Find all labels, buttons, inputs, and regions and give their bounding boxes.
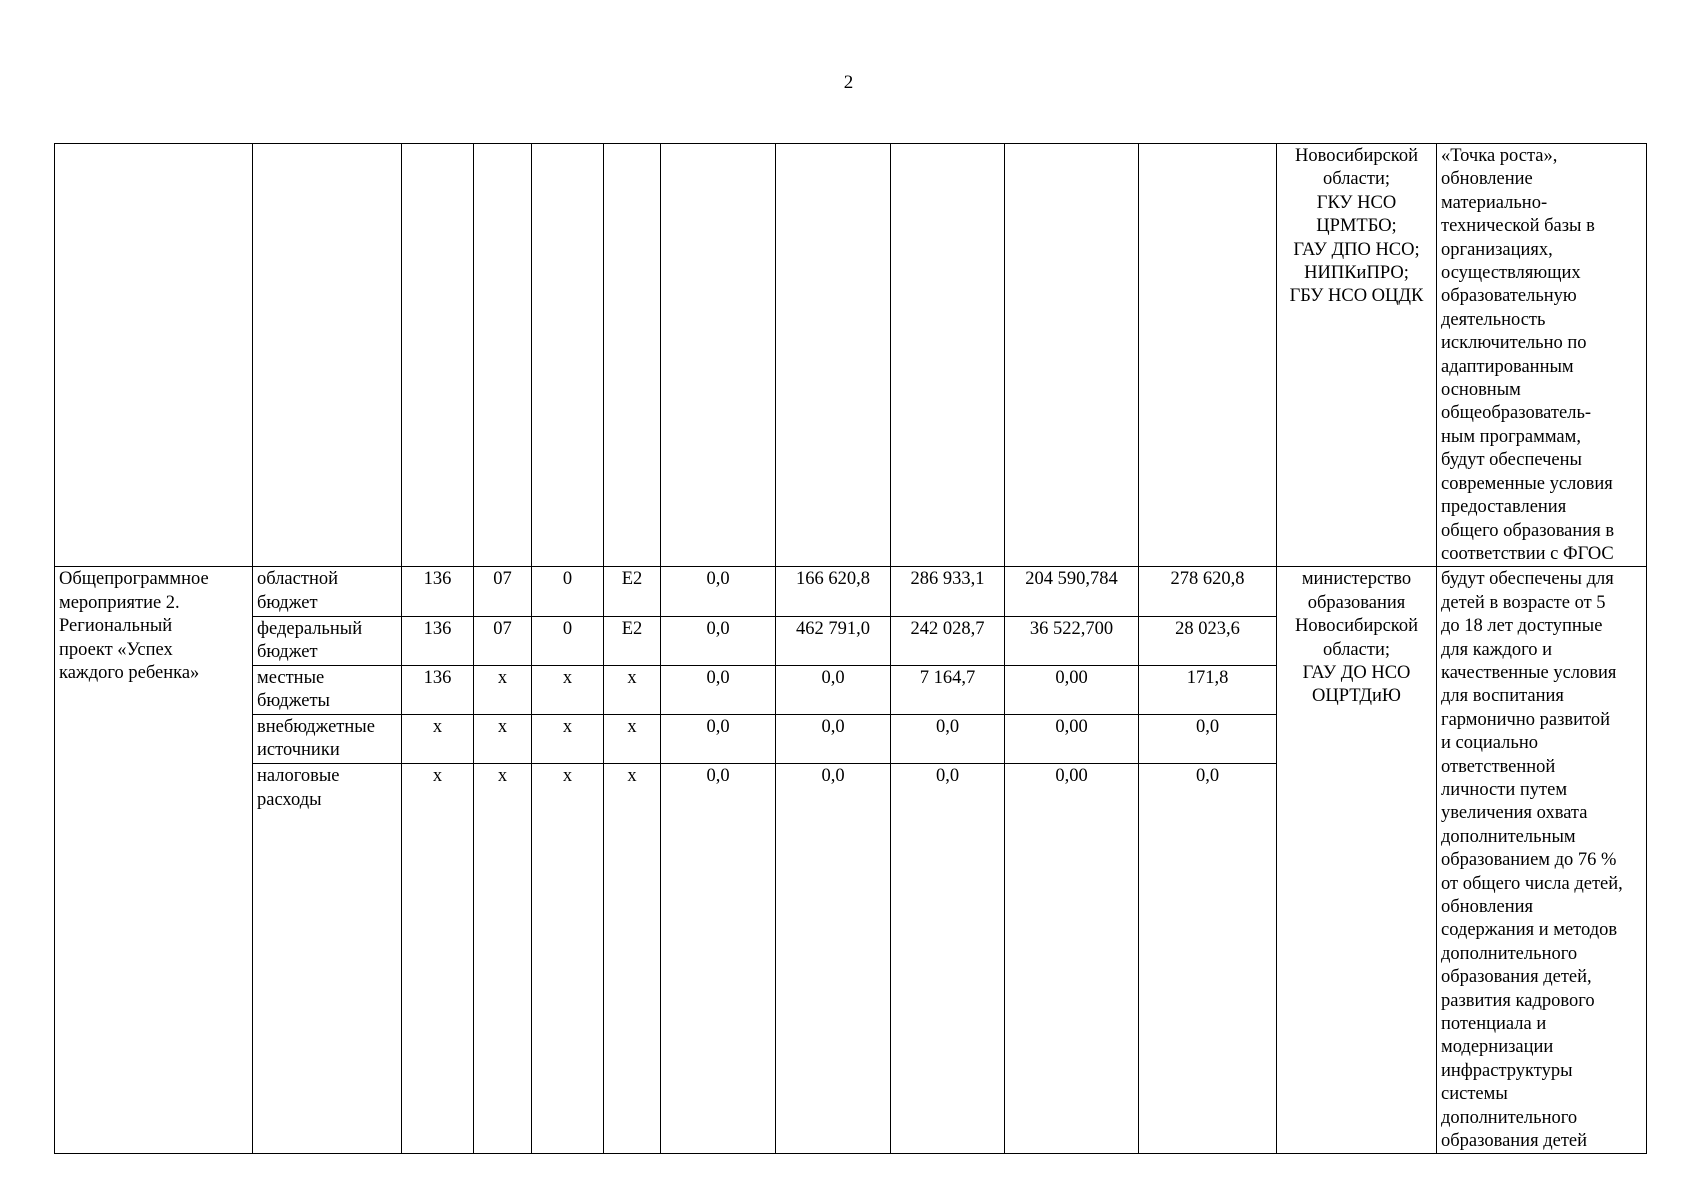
project-code-cell: x [604,715,661,764]
amount-cell: 462 791,0 [776,616,891,665]
amount-cell: 0,0 [776,665,891,714]
responsible-agencies-cell: министерство образования Новосибирской области; ГАУ ДО НСО ОЦРТДиЮ [1277,567,1437,1154]
empty-cell [402,144,474,567]
expected-result-cell: «Точка роста», обновление материально- технической базы в организациях, осуществляющих образовательную деятельность исключительно по адаптированным основным общеобразователь- ным программам, будут обеспечены современные условия предоставления общего образования в соответствии с ФГОС [1437,144,1647,567]
amount-cell: 0,00 [1005,715,1139,764]
grbs-code-cell: 136 [402,616,474,665]
project-code-cell: E2 [604,616,661,665]
table-row [55,567,1647,616]
funding-source-cell: внебюджетные источники [253,715,402,764]
continuation-row [55,144,1647,567]
expected-result-cell: будут обеспечены для детей в возрасте от 5 до 18 лет доступные для каждого и качественные условия для воспитания гармонично развитой и социально ответственной личности путем увеличения охвата дополнительным образованием до 76 % от общего числа детей, обновления содержания и методов дополнительного образования детей, развития кадрового потенциала и модернизации инфраструктуры системы дополнительного образования детей [1437,567,1647,1154]
funding-source-cell: налоговые расходы [253,764,402,1154]
amount-cell: 7 164,7 [891,665,1005,714]
amount-cell: 0,0 [661,715,776,764]
section-code-cell: x [474,715,532,764]
grbs-code-cell: 136 [402,567,474,616]
empty-cell [532,144,604,567]
amount-cell: 0,0 [661,616,776,665]
target-code-cell: x [532,715,604,764]
funding-source-cell: местные бюджеты [253,665,402,714]
project-code-cell: x [604,764,661,1154]
amount-cell: 0,00 [1005,665,1139,714]
amount-cell: 286 933,1 [891,567,1005,616]
section-code-cell: 07 [474,567,532,616]
amount-cell: 171,8 [1139,665,1277,714]
amount-cell: 242 028,7 [891,616,1005,665]
target-code-cell: 0 [532,616,604,665]
project-code-cell: E2 [604,567,661,616]
amount-cell: 0,00 [1005,764,1139,1154]
amount-cell: 0,0 [891,715,1005,764]
amount-cell: 0,0 [661,665,776,714]
responsible-agencies-cell: Новосибирской области; ГКУ НСО ЦРМТБО; ГАУ ДПО НСО; НИПКиПРО; ГБУ НСО ОЦДК [1277,144,1437,567]
target-code-cell: x [532,764,604,1154]
amount-cell: 0,0 [661,567,776,616]
empty-cell [661,144,776,567]
empty-cell [55,144,253,567]
empty-cell [1139,144,1277,567]
empty-cell [604,144,661,567]
amount-cell: 278 620,8 [1139,567,1277,616]
empty-cell [776,144,891,567]
grbs-code-cell: x [402,715,474,764]
amount-cell: 166 620,8 [776,567,891,616]
program-measures-table [54,143,1647,1154]
funding-source-cell: областной бюджет [253,567,402,616]
section-code-cell: x [474,764,532,1154]
project-code-cell: x [604,665,661,714]
amount-cell: 0,0 [1139,715,1277,764]
measure-name-cell: Общепрограммное мероприятие 2. Региональный проект «Успех каждого ребенка» [55,567,253,1154]
page-number: 2 [843,72,854,93]
target-code-cell: 0 [532,567,604,616]
empty-cell [253,144,402,567]
amount-cell: 28 023,6 [1139,616,1277,665]
section-code-cell: x [474,665,532,714]
amount-cell: 0,0 [891,764,1005,1154]
empty-cell [1005,144,1139,567]
section-code-cell: 07 [474,616,532,665]
amount-cell: 0,0 [1139,764,1277,1154]
grbs-code-cell: x [402,764,474,1154]
amount-cell: 36 522,700 [1005,616,1139,665]
empty-cell [891,144,1005,567]
amount-cell: 0,0 [661,764,776,1154]
empty-cell [474,144,532,567]
amount-cell: 204 590,784 [1005,567,1139,616]
amount-cell: 0,0 [776,764,891,1154]
amount-cell: 0,0 [776,715,891,764]
grbs-code-cell: 136 [402,665,474,714]
funding-source-cell: федеральный бюджет [253,616,402,665]
target-code-cell: x [532,665,604,714]
